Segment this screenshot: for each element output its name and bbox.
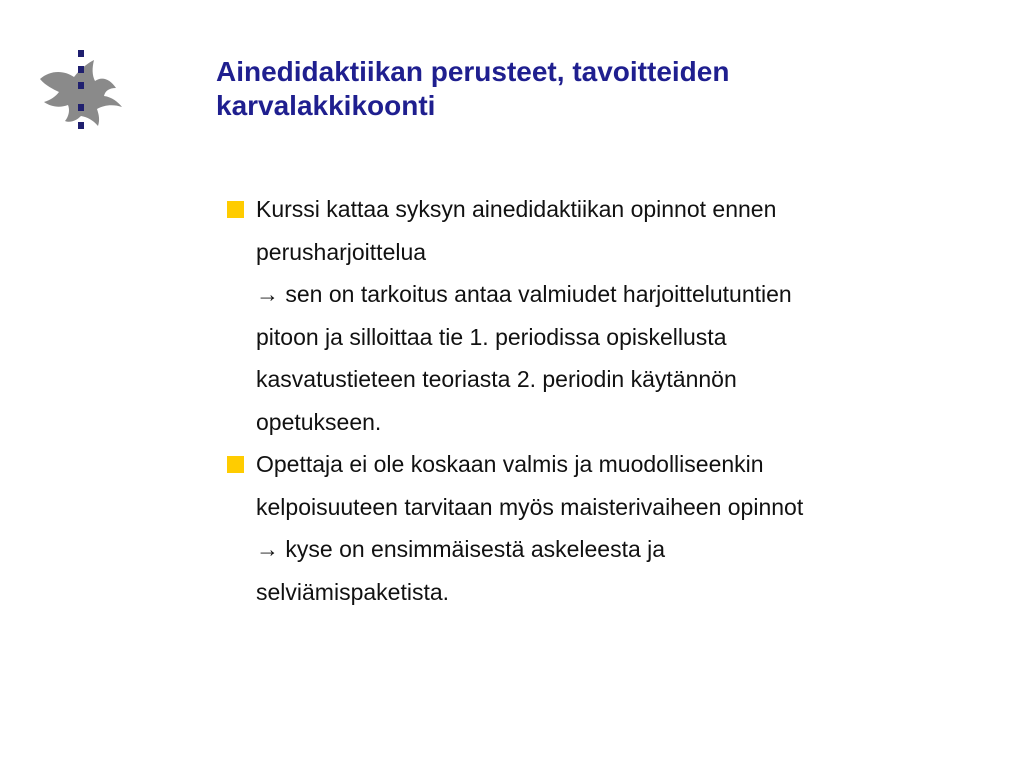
bullet-text-line: opetukseen. (256, 408, 382, 435)
bullet-list (226, 188, 946, 613)
bullet-text-line: perusharjoittelua (256, 238, 427, 265)
slide-title-line: karvalakkikoonti (216, 90, 436, 121)
square-bullet-icon (227, 201, 244, 218)
bullet-item (226, 443, 946, 613)
bullet-text-line: Opettaja ei ole koskaan valmis ja muodolliseenkin (256, 451, 764, 477)
bullet-text-line: Kurssi kattaa syksyn ainedidaktiikan opinnot ennen (256, 196, 777, 222)
bullet-text-line: → kyse on ensimmäisestä askeleesta ja (256, 536, 666, 562)
bullet-text-line: kelpoisuuteen tarvitaan myös maisterivaiheen opinnot (256, 493, 804, 520)
bullet-text-line: kasvatustieteen teoriasta 2. periodin käytännön (256, 366, 737, 392)
slide-title (216, 55, 956, 123)
university-flame-logo-icon (34, 44, 126, 136)
slide-title-line: Ainedidaktiikan perusteet, tavoitteiden (216, 56, 730, 87)
bullet-item (226, 188, 946, 443)
square-bullet-icon (227, 456, 244, 473)
bullet-text-line: selviämispaketista. (256, 578, 450, 605)
bullet-text-line: → sen on tarkoitus antaa valmiudet harjoittelutuntien (256, 281, 792, 307)
bullet-text-line: pitoon ja silloittaa tie 1. periodissa opiskellusta (256, 323, 727, 350)
